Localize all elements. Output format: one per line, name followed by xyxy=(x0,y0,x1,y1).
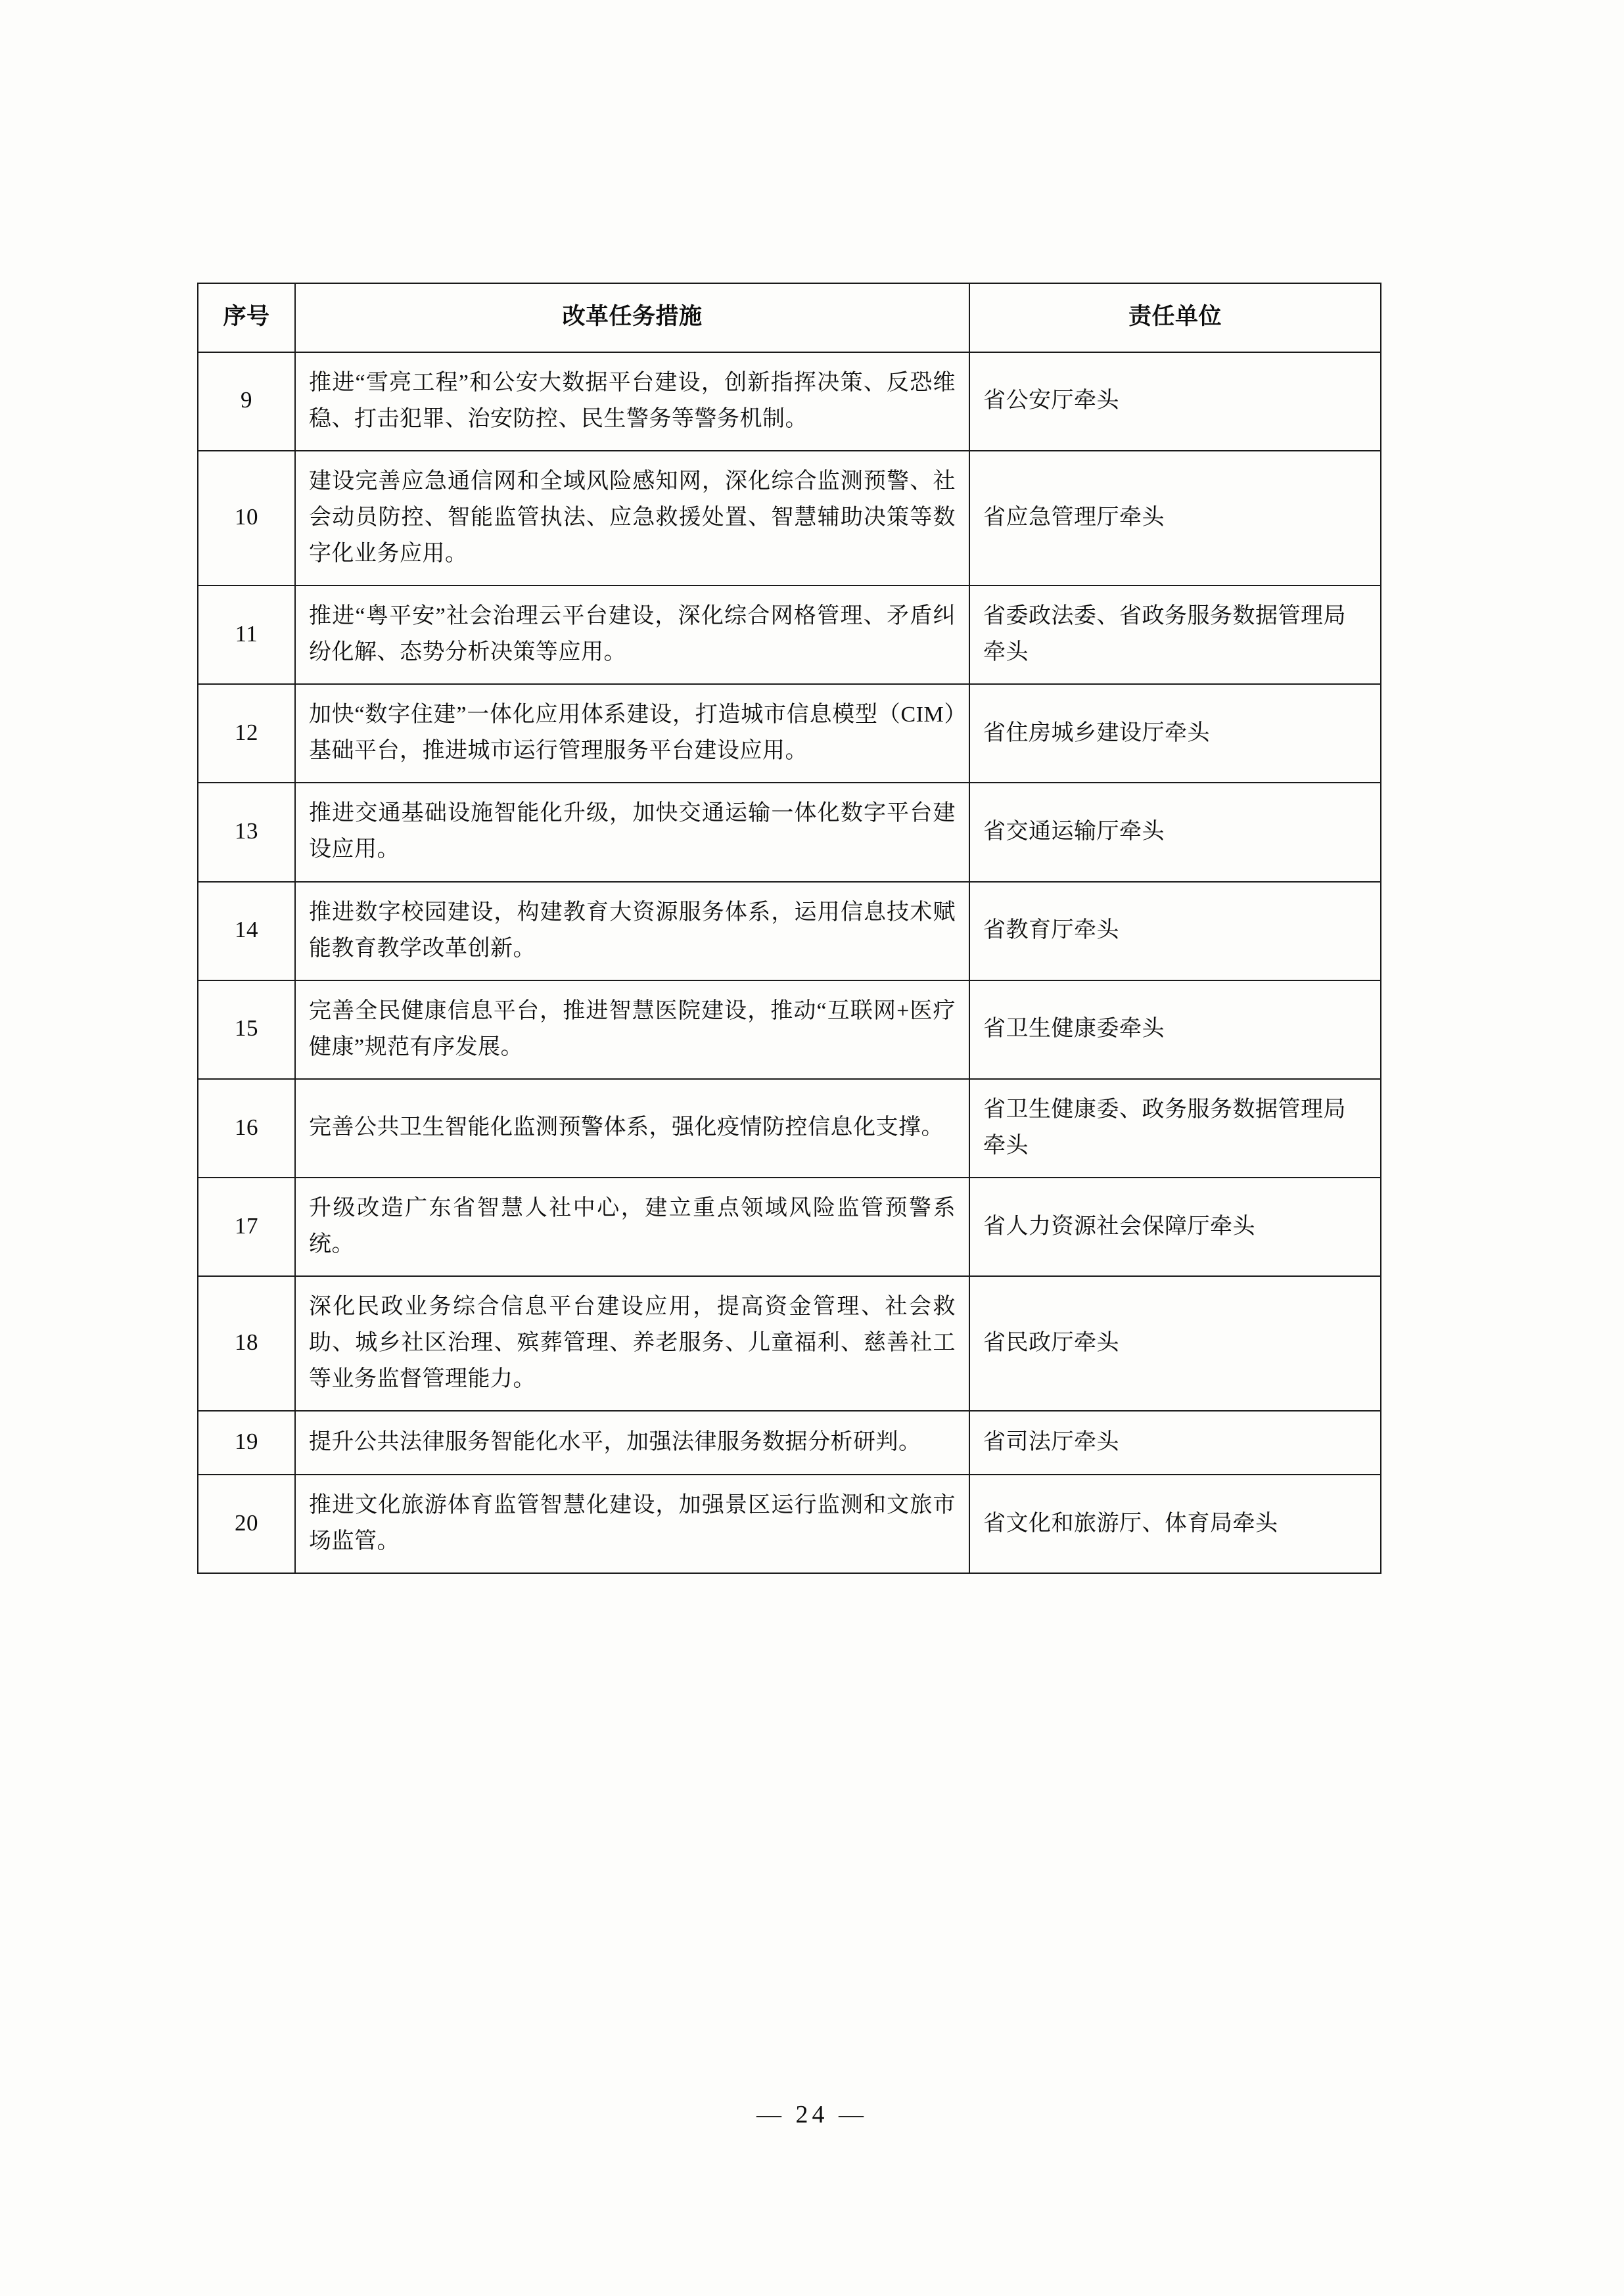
page-number-footer xyxy=(0,2100,1624,2129)
row-task: 完善公共卫生智能化监测预警体系，强化疫情防控信息化支撑。 xyxy=(295,1079,969,1178)
row-seq: 19 xyxy=(198,1411,295,1475)
row-unit: 省民政厅牵头 xyxy=(969,1276,1381,1411)
column-header-task: 改革任务措施 xyxy=(295,283,969,352)
row-task: 推进“雪亮工程”和公安大数据平台建设，创新指挥决策、反恐维稳、打击犯罪、治安防控、民生警务等警务机制。 xyxy=(295,352,969,451)
row-task: 提升公共法律服务智能化水平，加强法律服务数据分析研判。 xyxy=(295,1411,969,1475)
table-header-row xyxy=(198,283,1381,352)
row-seq: 12 xyxy=(198,684,295,783)
row-task: 深化民政业务综合信息平台建设应用，提高资金管理、社会救助、城乡社区治理、殡葬管理、养老服务、儿童福利、慈善社工等业务监督管理能力。 xyxy=(295,1276,969,1411)
table-body xyxy=(198,352,1381,1574)
row-task: 推进“粤平安”社会治理云平台建设，深化综合网格管理、矛盾纠纷化解、态势分析决策等应用。 xyxy=(295,585,969,684)
table-row xyxy=(198,882,1381,980)
row-unit: 省交通运输厅牵头 xyxy=(969,783,1381,881)
row-task: 升级改造广东省智慧人社中心，建立重点领域风险监管预警系统。 xyxy=(295,1178,969,1276)
row-seq: 15 xyxy=(198,980,295,1079)
table-row xyxy=(198,585,1381,684)
row-unit: 省应急管理厅牵头 xyxy=(969,451,1381,585)
row-unit: 省教育厅牵头 xyxy=(969,882,1381,980)
table-row xyxy=(198,1475,1381,1573)
row-unit: 省司法厅牵头 xyxy=(969,1411,1381,1475)
row-seq: 18 xyxy=(198,1276,295,1411)
row-task: 推进文化旅游体育监管智慧化建设，加强景区运行监测和文旅市场监管。 xyxy=(295,1475,969,1573)
row-seq: 14 xyxy=(198,882,295,980)
table-row xyxy=(198,1079,1381,1178)
row-task: 推进交通基础设施智能化升级，加快交通运输一体化数字平台建设应用。 xyxy=(295,783,969,881)
table-row xyxy=(198,352,1381,451)
column-header-unit: 责任单位 xyxy=(969,283,1381,352)
row-unit: 省卫生健康委、政务服务数据管理局牵头 xyxy=(969,1079,1381,1178)
row-unit: 省委政法委、省政务服务数据管理局牵头 xyxy=(969,585,1381,684)
row-seq: 9 xyxy=(198,352,295,451)
row-seq: 16 xyxy=(198,1079,295,1178)
row-unit: 省人力资源社会保障厅牵头 xyxy=(969,1178,1381,1276)
reform-tasks-table xyxy=(197,283,1381,1574)
row-task: 推进数字校园建设，构建教育大资源服务体系，运用信息技术赋能教育教学改革创新。 xyxy=(295,882,969,980)
row-unit: 省文化和旅游厅、体育局牵头 xyxy=(969,1475,1381,1573)
row-seq: 10 xyxy=(198,451,295,585)
table-row xyxy=(198,980,1381,1079)
row-unit: 省公安厅牵头 xyxy=(969,352,1381,451)
table-row xyxy=(198,1411,1381,1475)
row-unit: 省住房城乡建设厅牵头 xyxy=(969,684,1381,783)
row-task: 加快“数字住建”一体化应用体系建设，打造城市信息模型（CIM）基础平台，推进城市运行管理服务平台建设应用。 xyxy=(295,684,969,783)
table-row xyxy=(198,684,1381,783)
table-row xyxy=(198,451,1381,585)
row-unit: 省卫生健康委牵头 xyxy=(969,980,1381,1079)
table-row xyxy=(198,1178,1381,1276)
page-number: — 24 — xyxy=(756,2101,868,2128)
row-seq: 20 xyxy=(198,1475,295,1573)
row-seq: 13 xyxy=(198,783,295,881)
column-header-seq: 序号 xyxy=(198,283,295,352)
table-row xyxy=(198,783,1381,881)
table-row xyxy=(198,1276,1381,1411)
row-seq: 17 xyxy=(198,1178,295,1276)
row-seq: 11 xyxy=(198,585,295,684)
table-header xyxy=(198,283,1381,352)
row-task: 完善全民健康信息平台，推进智慧医院建设，推动“互联网+医疗健康”规范有序发展。 xyxy=(295,980,969,1079)
row-task: 建设完善应急通信网和全域风险感知网，深化综合监测预警、社会动员防控、智能监管执法、应急救援处置、智慧辅助决策等数字化业务应用。 xyxy=(295,451,969,585)
